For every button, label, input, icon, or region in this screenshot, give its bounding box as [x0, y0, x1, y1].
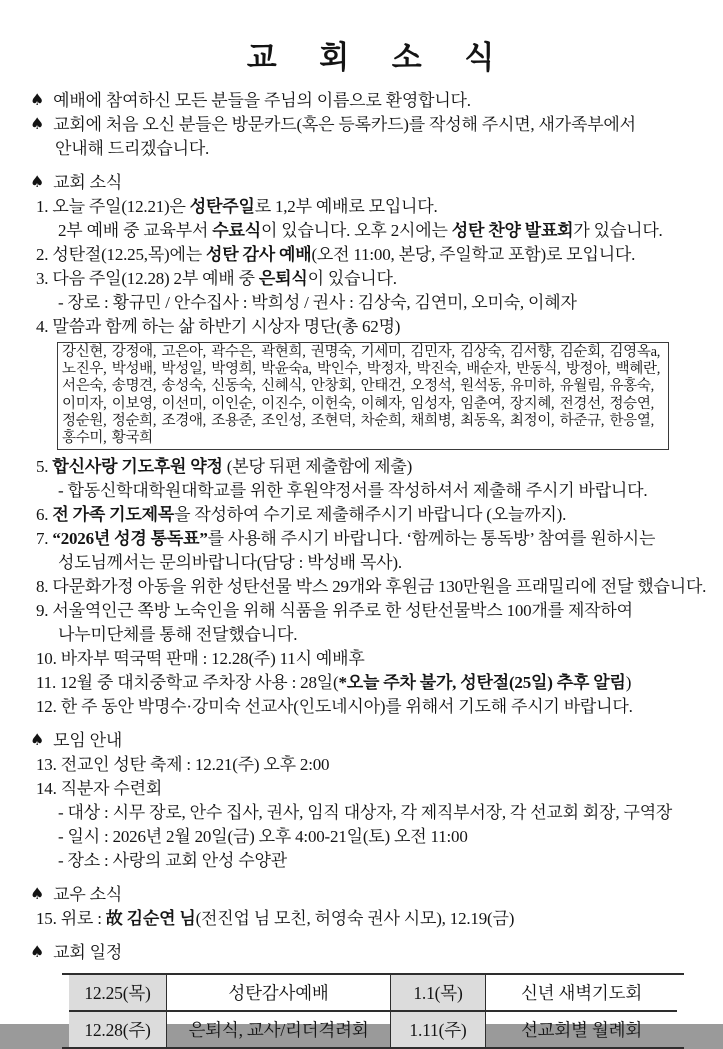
item-line: 8. 다문화가정 아동을 위한 성탄선물 박스 29개와 후원금 130만원을 프래밀리에 전달 했습니다.: [36, 577, 707, 597]
sub-line: - 장로 : 황규민 / 안수집사 : 박희성 / 권사 : 김상숙, 김연미, 오미숙, 이혜자: [58, 293, 577, 312]
schedule-event-cell: 성탄감사예배: [166, 975, 390, 1010]
schedule-date-cell: 12.28(주): [69, 1012, 166, 1047]
item-line: 13. 전교인 성탄 축제 : 12.21(주) 오후 2:00: [36, 755, 330, 775]
item-line: 1. 오늘 주일(12.21)은 성탄주일로 1,2부 예배로 모입니다.: [36, 197, 438, 216]
item-line: 7. “2026년 성경 통독표”를 사용해 주시기 바랍니다. ‘함께하는 통독방’ 참여를 원하시는: [36, 529, 656, 549]
section-church-news: ♠ 교회 소식: [30, 172, 123, 192]
schedule-table: [62, 973, 684, 1049]
name-row: 이미자, 이보영, 이선미, 이인순, 이진수, 이헌숙, 이혜자, 임성자, 임춘여, 장지혜, 전경선, 정승연,: [62, 395, 654, 412]
item-line: 6. 전 가족 기도제목을 작성하여 수기로 제출해주시기 바랍니다 (오늘까지).: [36, 505, 567, 525]
spade-icon: ♠: [30, 884, 45, 904]
newcomer-line-cont: 안내해 드리겠습니다.: [55, 139, 210, 158]
item-line: 5. 합신사랑 기도후원 약정 (본당 뒤편 제출함에 제출): [36, 457, 413, 477]
name-row: 노진우, 박성배, 박성일, 박영희, 박윤숙a, 박인수, 박정자, 박진숙, 배순자, 반동식, 방정아, 백혜란,: [62, 361, 661, 378]
name-row: 홍수미, 황국희: [62, 430, 153, 447]
schedule-event-cell: 신년 새벽기도회: [485, 975, 677, 1010]
spade-icon: ♠: [30, 114, 45, 133]
sub-line: 성도님께서는 문의바랍니다(담당 : 박성배 목사).: [58, 553, 402, 573]
item-line: 2. 성탄절(12.25,목)에는 성탄 감사 예배(오전 11:00, 본당, 주일학교 포함)로 모입니다.: [36, 245, 636, 264]
sub-line: 나누미단체를 통해 전달했습니다.: [58, 625, 298, 645]
item-line: 3. 다음 주일(12.28) 2부 예배 중 은퇴식이 있습니다.: [36, 269, 397, 288]
schedule-date-cell: 1.11(주): [390, 1012, 485, 1047]
spade-icon: ♠: [30, 730, 45, 750]
schedule-event-cell: 선교회별 월례회: [485, 1012, 677, 1047]
sub-line: - 일시 : 2026년 2월 20일(금) 오후 4:00-21일(토) 오전 11:00: [58, 827, 468, 847]
item-line: 12. 한 주 동안 박명수·강미숙 선교사(인도네시아)를 위해서 기도해 주시기 바랍니다.: [36, 697, 633, 717]
sub-line: - 대상 : 시무 장로, 안수 집사, 권사, 임직 대상자, 각 제직부서장, 각 선교회 회장, 구역장: [58, 803, 673, 823]
item-line: 14. 직분자 수련회: [36, 779, 163, 799]
name-row: 강신현, 강정애, 고은아, 곽수은, 곽현희, 권명숙, 기세미, 김민자, 김상숙, 김서향, 김순회, 김영옥a,: [62, 344, 661, 360]
schedule-row: [69, 1012, 677, 1047]
schedule-row: [69, 975, 677, 1012]
schedule-event-cell: 은퇴식, 교사/리더격려회: [166, 1012, 390, 1047]
sub-line: - 장소 : 사랑의 교회 안성 수양관: [58, 851, 287, 871]
section-member-news: ♠ 교우 소식: [30, 884, 123, 905]
schedule-date-cell: 12.25(목): [69, 975, 166, 1010]
spade-icon: ♠: [30, 90, 45, 109]
page-title: 교 회 소 식: [246, 40, 512, 75]
bulletin-body: [28, 89, 713, 1049]
section-church-schedule: ♠ 교회 일정: [30, 942, 123, 963]
welcome-line: ♠ 예배에 참여하신 모든 분들을 주님의 이름으로 환영합니다.: [30, 90, 471, 110]
sub-line: - 합동신학대학원대학교를 위한 후원약정서를 작성하셔서 제출해 주시기 바랍니다.: [58, 481, 648, 501]
schedule-date-cell: 1.1(목): [390, 975, 485, 1010]
name-row: 정순원, 정순희, 조경애, 조용준, 조인성, 조현덕, 차순희, 채희병, 최동옥, 최정이, 하준규, 한응열,: [62, 412, 654, 429]
spade-icon: ♠: [30, 172, 45, 191]
spade-icon: ♠: [30, 942, 45, 962]
name-row: 서은숙, 송명견, 송성숙, 신동숙, 신혜식, 안창회, 안태건, 오정석, 원석동, 유미하, 유월림, 유홍숙,: [62, 378, 654, 395]
section-meeting-info: ♠ 모임 안내: [30, 730, 123, 751]
item-line: 9. 서울역인근 쪽방 노숙인을 위해 식품을 위주로 한 성탄선물박스 100개를 제작하여: [36, 601, 633, 621]
item-line: 4. 말씀과 함께 하는 삶 하반기 시상자 명단(총 62명): [36, 317, 401, 336]
item-line: 10. 바자부 떡국떡 판매 : 12.28(주) 11시 예배후: [36, 649, 365, 669]
item-line: 11. 12월 중 대치중학교 주차장 사용 : 28일(*오늘 주차 불가, 성탄절(25일) 추후 알림): [36, 673, 632, 693]
sub-line: 2부 예배 중 교육부서 수료식이 있습니다. 오후 2시에는 성탄 찬양 발표회가 있습니다.: [58, 221, 663, 240]
newcomer-line: ♠ 교회에 처음 오신 분들은 방문카드(혹은 등록카드)를 작성해 주시면, 새가족부에서: [30, 114, 636, 134]
award-name-box: [57, 342, 669, 450]
item-line: 15. 위로 : 故 김순연 님(전진업 님 모친, 허영숙 권사 시모), 12.19(금): [36, 909, 515, 929]
